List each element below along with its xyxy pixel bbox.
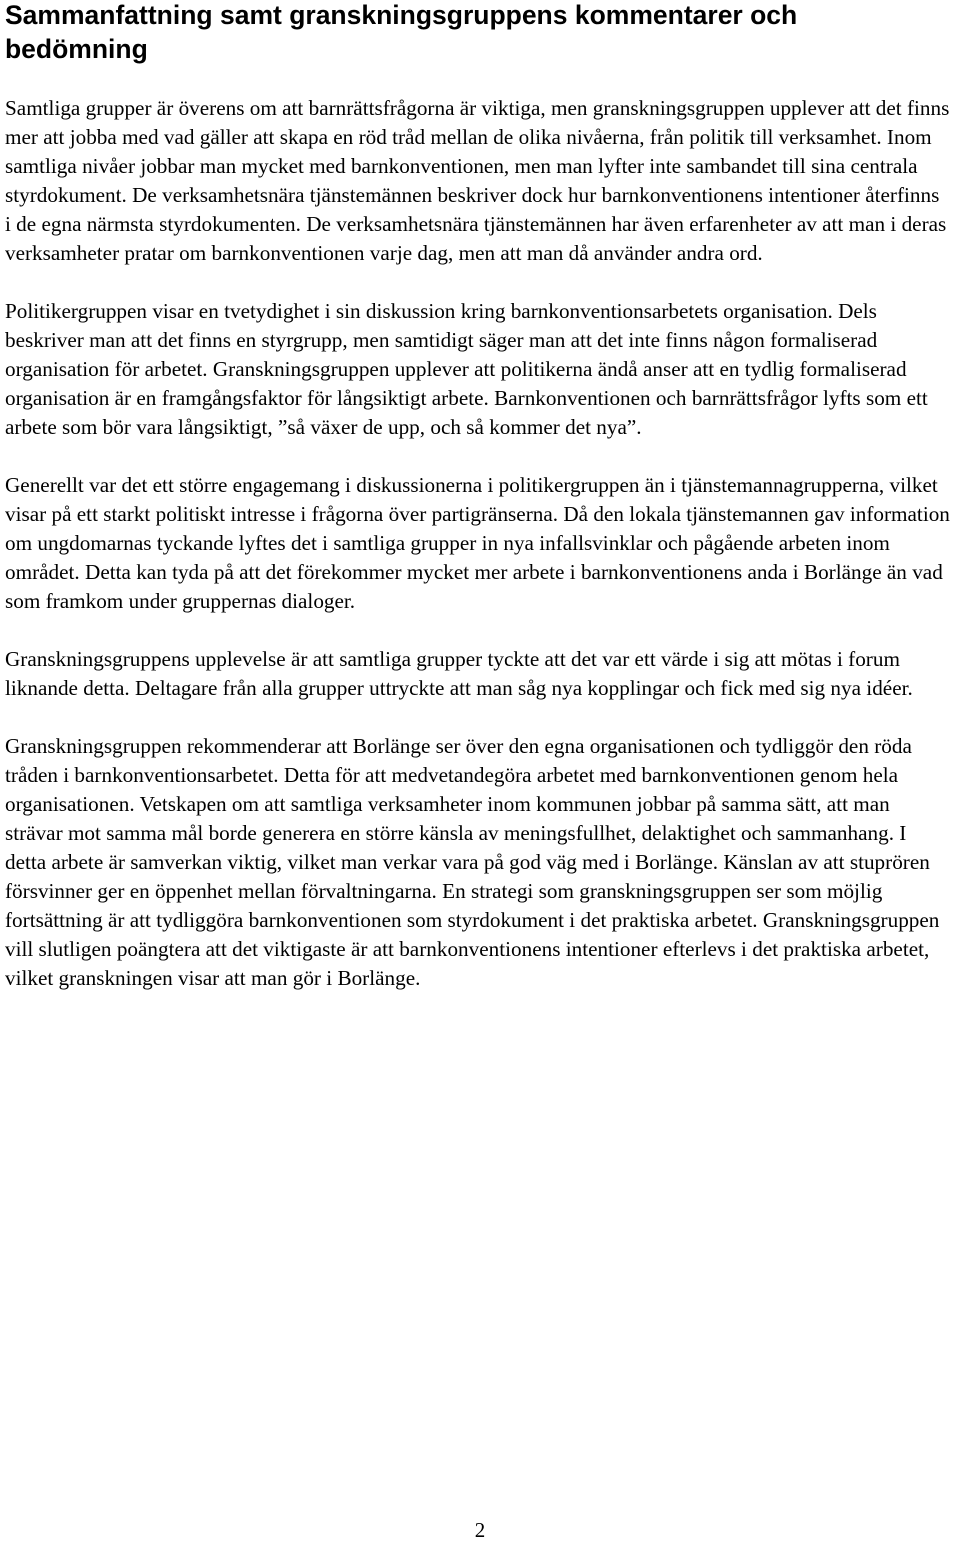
paragraph-2: Politikergruppen visar en tvetydighet i sin diskussion kring barnkonventionsarbetets organisation. Dels beskriver man att det finns en styrgrupp, men samtidigt säger man att det inte finns någon formaliserad organisation för arbetet. Granskningsgruppen upplever att politikerna ändå anser att en tydlig formaliserad organisation är en framgångsfaktor för långsiktigt arbete. Barnkonventionen och barnrättsfrågor lyfts som ett arbete som bör vara långsiktigt, ”så växer de upp, och så kommer det nya”. (5, 299, 928, 439)
body-text (5, 94, 950, 1022)
page-number: 2 (474, 1518, 486, 1542)
paragraph-3: Generellt var det ett större engagemang i diskussionerna i politikergruppen än i tjänstemannagrupperna, vilket visar på ett starkt politiskt intresse i frågorna över partigränserna. Då den lokala tjänstemannen gav information om ungdomarnas tyckande lyftes det i samtliga grupper in nya infallsvinklar och pågående arbeten inom området. Detta kan tyda på att det förekommer mycket mer arbete i barnkonventionens anda i Borlänge än vad som framkom under gruppernas dialoger. (5, 473, 950, 613)
section-heading: Sammanfattning samt granskningsgruppens kommentarer och bedömning (5, 0, 798, 64)
paragraph-1: Samtliga grupper är överens om att barnrättsfrågorna är viktiga, men granskningsgruppen upplever att det finns mer att jobba med vad gäller att skapa en röd tråd mellan de olika nivåerna, från politik till verksamhet. Inom samtliga nivåer jobbar man mycket med barnkonventionen, men man lyfter inte sambandet till sina centrala styrdokument. De verksamhetsnära tjänstemännen beskriver dock hur barnkonventionens intentioner återfinns i de egna närmsta styrdokumenten. De verksamhetsnära tjänstemännen har även erfarenheter av att man i deras verksamheter pratar om barnkonventionen varje dag, men att man då använder andra ord. (5, 96, 950, 265)
paragraph-5: Granskningsgruppen rekommenderar att Borlänge ser över den egna organisationen och tydliggör den röda tråden i barnkonventionsarbetet. Detta för att medvetandegöra arbetet med barnkonventionen genom hela organisationen. Vetskapen om att samtliga verksamheter inom kommunen jobbar på samma sätt, att man strävar mot samma mål borde generera en större känsla av meningsfullhet, delaktighet och sammanhang. I detta arbete är samverkan viktig, vilket man verkar vara på god väg med i Borlänge. Känslan av att stuprören försvinner ger en öppenhet mellan förvaltningarna. En strategi som granskningsgruppen ser som möjlig fortsättning är att tydliggöra barnkonventionen som styrdokument i det praktiska arbetet. Granskningsgruppen vill slutligen poängtera att det viktigaste är att barnkonventionens intentioner efterlevs i det praktiska arbetet, vilket granskningen visar att man gör i Borlänge. (5, 734, 940, 990)
paragraph-4: Granskningsgruppens upplevelse är att samtliga grupper tyckte att det var ett värde i sig att mötas i forum liknande detta. Deltagare från alla grupper uttryckte att man såg nya kopplingar och fick med sig nya idéer. (5, 647, 913, 700)
